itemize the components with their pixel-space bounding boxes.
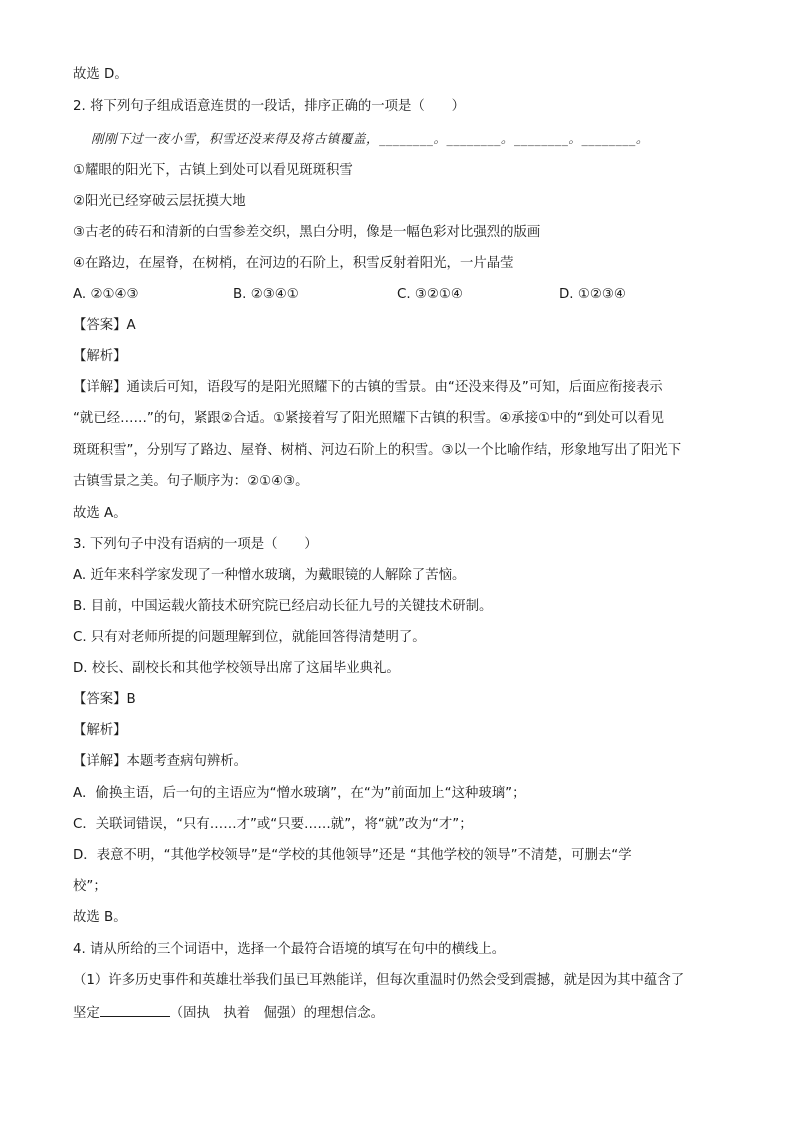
q2-detail-line-1: 【详解】通读后可知，语段写的是阳光照耀下的古镇的雪景。由“还没来得及”可知，后面应衔接表示 (73, 380, 663, 395)
q2-item-4: ④在路边，在屋脊，在树梢，在河边的石阶上，积雪反射着阳光，一片晶莹 (73, 256, 514, 271)
q3-note-d-cont: 校”； (73, 879, 107, 894)
q2-detail-line-4: 古镇雪景之美。句子顺序为：②①④③。 (73, 474, 309, 489)
q3-option-a: A. 近年来科学家发现了一种憎水玻璃，为戴眼镜的人解除了苦恼。 (73, 568, 466, 583)
q2-item-3: ③古老的砖石和清新的白雪参差交织，黑白分明，像是一幅色彩对比强烈的版画 (73, 225, 541, 240)
q3-conclusion: 故选 B。 (73, 910, 127, 925)
q2-item-1: ①耀眼的阳光下，古镇上到处可以看见斑斑积雪 (73, 163, 353, 178)
q3-note-d: D．表意不明，“其他学校领导”是“学校的其他领导”还是 “其他学校的领导”不清楚，可删去“学 (73, 848, 632, 863)
q2-detail-line-3: 斑斑积雪”，分别写了路边、屋脊、树梢、河边石阶上的积雪。③以一个比喻作结，形象地写出了阳光下 (73, 443, 682, 458)
q3-option-b: B. 目前，中国运载火箭技术研究院已经启动长征九号的关键技术研制。 (73, 599, 493, 614)
q2-passage: 刚刚下过一夜小雪，积雪还没来得及将古镇覆盖，________。________。________。________。 (91, 131, 649, 146)
q4-sub1-line-1: （1）许多历史事件和英雄壮举我们虽已耳熟能详，但每次重温时仍然会受到震撼，就是因为其中蕴含了 (73, 973, 685, 988)
q2-answer: 【答案】A (73, 318, 136, 333)
q2-option-b: B. ②③④① (233, 287, 299, 302)
q2-option-d: D. ①②③④ (559, 287, 626, 302)
q4-sub1-prefix: 坚定 (73, 1006, 100, 1021)
q3-detail: 【详解】本题考查病句辨析。 (73, 754, 248, 769)
q3-option-d: D. 校长、副校长和其他学校领导出席了这届毕业典礼。 (73, 661, 400, 676)
q3-stem: 3. 下列句子中没有语病的一项是（ ） (73, 537, 318, 552)
q2-item-2: ②阳光已经穿破云层抚摸大地 (73, 194, 246, 209)
q4-sub1-suffix: （固执 执着 倔强）的理想信念。 (169, 1006, 385, 1021)
q2-option-a: A. ②①④③ (73, 287, 139, 302)
q2-stem: 2. 将下列句子组成语意连贯的一段话，排序正确的一项是（ ） (73, 99, 465, 114)
q3-answer: 【答案】B (73, 692, 136, 707)
q3-option-c: C. 只有对老师所提的问题理解到位，就能回答得清楚明了。 (73, 630, 426, 645)
q2-option-c: C. ③②①④ (397, 287, 463, 302)
q1-conclusion: 故选 D。 (73, 67, 128, 82)
q3-note-c: C．关联词错误，“只有……才”或“只要……就”，将“就”改为“才”； (73, 817, 473, 832)
answer-blank[interactable] (100, 1004, 170, 1017)
q2-conclusion: 故选 A。 (73, 506, 127, 521)
q2-detail-line-2: “就已经……”的句，紧跟②合适。①紧接着写了阳光照耀下古镇的积雪。④承接①中的“到处可以看见 (73, 411, 665, 426)
q2-analysis-label: 【解析】 (73, 349, 127, 364)
q4-stem: 4. 请从所给的三个词语中，选择一个最符合语境的填写在句中的横线上。 (73, 942, 506, 957)
q4-sub1-line-2 (73, 1004, 384, 1022)
q3-analysis-label: 【解析】 (73, 723, 127, 738)
q3-note-a: A．偷换主语，后一句的主语应为“憎水玻璃”，在“为”前面加上“这种玻璃”； (73, 786, 526, 801)
